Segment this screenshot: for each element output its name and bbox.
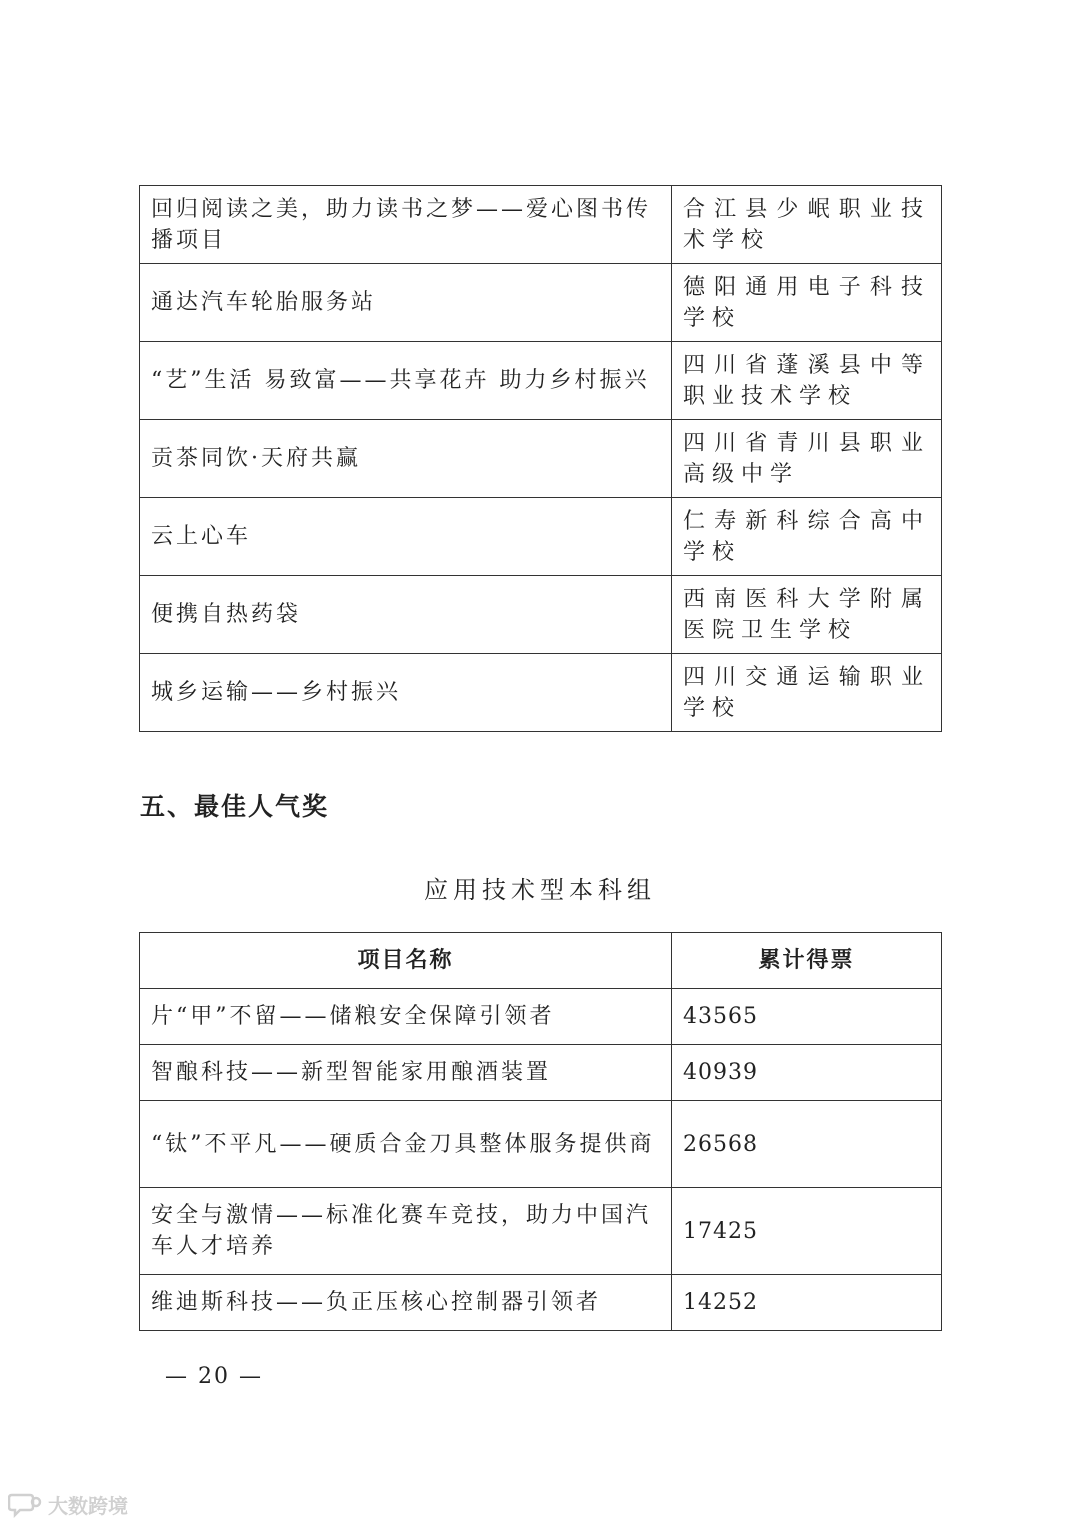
table-row [140, 264, 942, 342]
table-row [140, 186, 942, 264]
award-table-continued [139, 185, 942, 732]
project-name-cell: “钛”不平凡——硬质合金刀具整体服务提供商 [140, 1101, 672, 1188]
school-name-cell: 四川交通运输职业学校 [672, 654, 942, 732]
table-row [140, 1188, 942, 1275]
project-name-cell: 智酿科技——新型智能家用酿酒装置 [140, 1045, 672, 1101]
table-row [140, 1275, 942, 1331]
school-name-cell: 四川省蓬溪县中等职业技术学校 [672, 342, 942, 420]
school-name-cell: 仁寿新科综合高中学校 [672, 498, 942, 576]
school-name-cell: 西南医科大学附属医院卫生学校 [672, 576, 942, 654]
group-title: 应用技术型本科组 [424, 876, 656, 904]
project-name-cell: 云上心车 [140, 498, 672, 576]
project-name-cell: 便携自热药袋 [140, 576, 672, 654]
table-row [140, 654, 942, 732]
page-number: — 20 — [165, 1364, 263, 1389]
table-row [140, 342, 942, 420]
school-name-cell: 四川省青川县职业高级中学 [672, 420, 942, 498]
votes-header: 累计得票 [672, 933, 942, 989]
project-name-cell: 城乡运输——乡村振兴 [140, 654, 672, 732]
table-row [140, 1045, 942, 1101]
table-row [140, 498, 942, 576]
school-name-cell: 德阳通用电子科技学校 [672, 264, 942, 342]
popularity-award-table [139, 932, 942, 1331]
project-name-cell: 回归阅读之美，助力读书之梦——爱心图书传播项目 [140, 186, 672, 264]
table-row [140, 989, 942, 1045]
project-name-cell: 通达汽车轮胎服务站 [140, 264, 672, 342]
project-name-cell: 贡茶同饮·天府共赢 [140, 420, 672, 498]
table-row [140, 1101, 942, 1188]
project-name-cell: 片“甲”不留——储粮安全保障引领者 [140, 989, 672, 1045]
watermark-text: 大数跨境 [48, 1494, 128, 1518]
school-name-cell: 合江县少岷职业技术学校 [672, 186, 942, 264]
table-row [140, 576, 942, 654]
votes-cell: 26568 [672, 1101, 942, 1188]
project-name-header: 项目名称 [140, 933, 672, 989]
votes-cell: 14252 [672, 1275, 942, 1331]
votes-cell: 17425 [672, 1188, 942, 1275]
votes-cell: 43565 [672, 989, 942, 1045]
project-name-cell: “艺”生活 易致富——共享花卉 助力乡村振兴 [140, 342, 672, 420]
project-name-cell: 维迪斯科技——负正压核心控制器引领者 [140, 1275, 672, 1331]
section-heading: 五、最佳人气奖 [140, 792, 330, 821]
watermark [8, 1490, 128, 1519]
votes-cell: 40939 [672, 1045, 942, 1101]
table-row [140, 420, 942, 498]
table-header-row [140, 933, 942, 989]
speech-bubble-icon [8, 1492, 42, 1518]
project-name-cell: 安全与激情——标准化赛车竞技，助力中国汽车人才培养 [140, 1188, 672, 1275]
